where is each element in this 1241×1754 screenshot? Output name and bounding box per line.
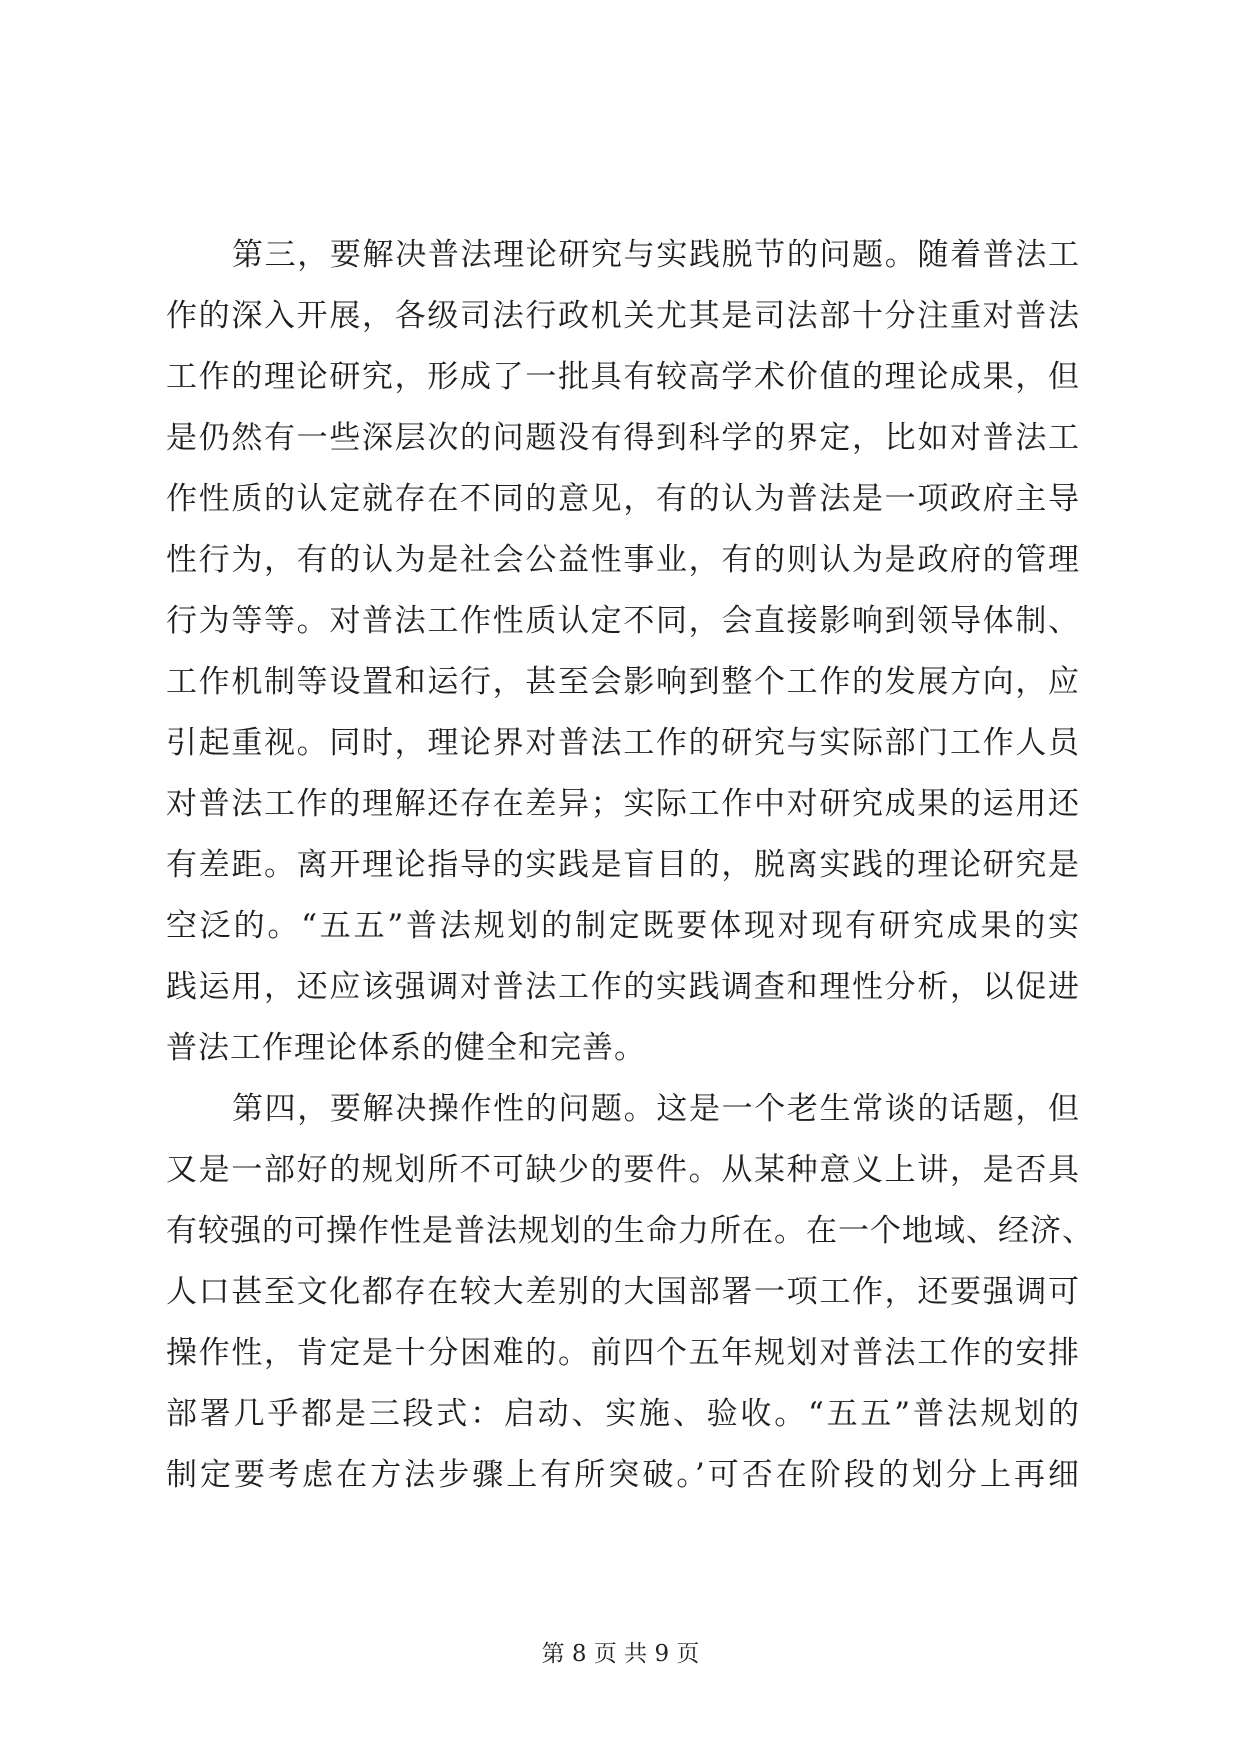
- text-line: 作的深入开展，各级司法行政机关尤其是司法部十分注重对普法: [166, 298, 1080, 334]
- page-number: 第 8 页 共 9 页: [541, 1641, 700, 1667]
- text-line: 行为等等。对普法工作性质认定不同，会直接影响到领导体制、: [166, 603, 1080, 639]
- text-line: 作性质的认定就存在不同的意见，有的认为普法是一项政府主导: [166, 481, 1080, 517]
- document-body: [166, 225, 1094, 1506]
- text-line: 引起重视。同时，理论界对普法工作的研究与实际部门工作人员: [166, 725, 1080, 761]
- text-line: 第三，要解决普法理论研究与实践脱节的问题。随着普法工: [232, 237, 1080, 273]
- paragraph-third: [166, 225, 1080, 1079]
- text-line: 第四，要解决操作性的问题。这是一个老生常谈的话题，但: [232, 1091, 1080, 1127]
- text-line: 践运用，还应该强调对普法工作的实践调查和理性分析，以促进: [166, 969, 1080, 1005]
- text-line: 性行为，有的认为是社会公益性事业，有的则认为是政府的管理: [166, 542, 1080, 578]
- text-line: 人口甚至文化都存在较大差别的大国部署一项工作，还要强调可: [166, 1274, 1080, 1310]
- text-line: 又是一部好的规划所不可缺少的要件。从某种意义上讲，是否具: [166, 1152, 1080, 1188]
- text-line: 有较强的可操作性是普法规划的生命力所在。在一个地域、经济、: [166, 1213, 1094, 1249]
- text-line: 空泛的。“五五”普法规划的制定既要体现对现有研究成果的实: [166, 908, 1080, 944]
- text-line: 操作性，肯定是十分困难的。前四个五年规划对普法工作的安排: [166, 1335, 1080, 1371]
- page-footer: [0, 1639, 1241, 1669]
- text-line: 制定要考虑在方法步骤上有所突破。’可否在阶段的划分上再细: [166, 1457, 1080, 1493]
- text-line: 普法工作理论体系的健全和完善。: [166, 1030, 646, 1066]
- text-line: 是仍然有一些深层次的问题没有得到科学的界定，比如对普法工: [166, 420, 1080, 456]
- paragraph-fourth: [166, 1079, 1094, 1506]
- text-line: 对普法工作的理解还存在差异；实际工作中对研究成果的运用还: [166, 786, 1080, 822]
- text-line: 有差距。离开理论指导的实践是盲目的，脱离实践的理论研究是: [166, 847, 1080, 883]
- text-line: 工作机制等设置和运行，甚至会影响到整个工作的发展方向，应: [166, 664, 1080, 700]
- text-line: 工作的理论研究，形成了一批具有较高学术价值的理论成果，但: [166, 359, 1080, 395]
- text-line: 部署几乎都是三段式：启动、实施、验收。“五五”普法规划的: [166, 1396, 1080, 1432]
